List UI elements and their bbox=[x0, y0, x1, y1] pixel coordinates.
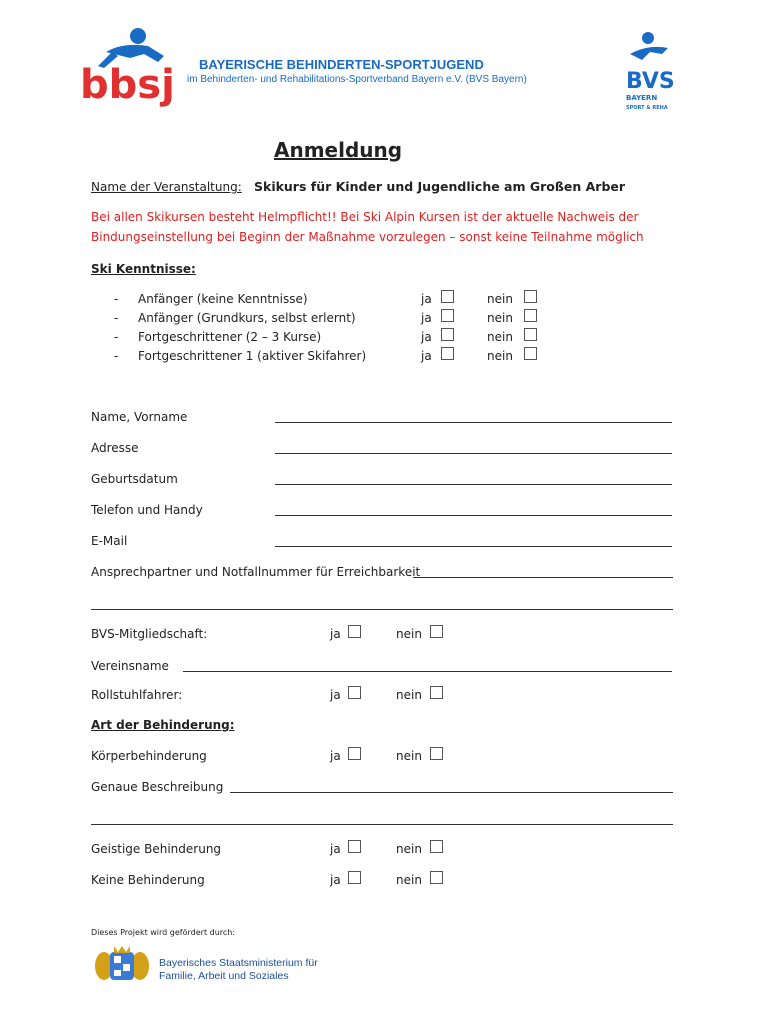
mental-no-checkbox[interactable] bbox=[430, 840, 443, 853]
phone-label: Telefon und Handy bbox=[91, 503, 203, 517]
yes-label: ja bbox=[421, 330, 432, 344]
membership-yes-checkbox[interactable] bbox=[348, 625, 361, 638]
yes-label: ja bbox=[421, 349, 432, 363]
disability-heading: Art der Behinderung: bbox=[91, 718, 235, 732]
skill-dash: - bbox=[114, 349, 119, 363]
club-label: Vereinsname bbox=[91, 659, 169, 673]
funding-note: Dieses Projekt wird gefördert durch: bbox=[91, 928, 236, 937]
no-label: nein bbox=[396, 749, 422, 763]
skills-heading: Ski Kenntnisse: bbox=[91, 262, 196, 276]
contact-label: Ansprechpartner und Notfallnummer für Erreichbarkeit bbox=[91, 565, 421, 579]
bbsj-logo-text: bbsj bbox=[80, 62, 173, 107]
bbsj-logo bbox=[78, 22, 173, 107]
phone-field[interactable] bbox=[275, 503, 672, 516]
no-label: nein bbox=[396, 627, 422, 641]
yes-label: ja bbox=[330, 627, 341, 641]
no-label: nein bbox=[487, 349, 513, 363]
none-yes-checkbox[interactable] bbox=[348, 871, 361, 884]
skill-no-checkbox[interactable] bbox=[524, 328, 537, 341]
skill-no-checkbox[interactable] bbox=[524, 309, 537, 322]
skill-yes-checkbox[interactable] bbox=[441, 347, 454, 360]
skill-no-checkbox[interactable] bbox=[524, 347, 537, 360]
skill-row bbox=[0, 349, 770, 367]
no-label: nein bbox=[396, 873, 422, 887]
wheelchair-label: Rollstuhlfahrer: bbox=[91, 688, 183, 702]
skill-no-checkbox[interactable] bbox=[524, 290, 537, 303]
ministry-name-line-1: Bayerisches Staatsministerium für bbox=[159, 957, 318, 969]
mental-yes-checkbox[interactable] bbox=[348, 840, 361, 853]
no-label: nein bbox=[396, 688, 422, 702]
event-name: Skikurs für Kinder und Jugendliche am Großen Arber bbox=[254, 179, 626, 194]
yes-label: ja bbox=[330, 873, 341, 887]
skill-row bbox=[0, 330, 770, 348]
address-label: Adresse bbox=[91, 441, 139, 455]
no-label: nein bbox=[396, 842, 422, 856]
contact-field-continued[interactable] bbox=[91, 597, 673, 610]
name-label: Name, Vorname bbox=[91, 410, 188, 424]
description-field[interactable] bbox=[230, 780, 673, 793]
membership-label: BVS-Mitgliedschaft: bbox=[91, 627, 208, 641]
yes-label: ja bbox=[330, 842, 341, 856]
bavarian-coat-of-arms-icon bbox=[92, 944, 152, 984]
skill-label: Anfänger (keine Kenntnisse) bbox=[138, 292, 308, 306]
header-subtitle: im Behinderten- und Rehabilitations-Sportverband Bayern e.V. (BVS Bayern) bbox=[187, 74, 527, 85]
mental-label: Geistige Behinderung bbox=[91, 842, 222, 856]
none-no-checkbox[interactable] bbox=[430, 871, 443, 884]
yes-label: ja bbox=[330, 749, 341, 763]
membership-no-checkbox[interactable] bbox=[430, 625, 443, 638]
contact-field[interactable] bbox=[413, 565, 673, 578]
yes-label: ja bbox=[421, 311, 432, 325]
physical-label: Körperbehinderung bbox=[91, 749, 207, 763]
none-label: Keine Behinderung bbox=[91, 873, 205, 887]
no-label: nein bbox=[487, 330, 513, 344]
ministry-name-line-2: Familie, Arbeit und Soziales bbox=[159, 970, 289, 982]
club-field[interactable] bbox=[183, 659, 672, 672]
skill-dash: - bbox=[114, 330, 119, 344]
skill-row bbox=[0, 311, 770, 329]
description-field-continued[interactable] bbox=[91, 812, 673, 825]
description-label: Genaue Beschreibung bbox=[91, 780, 224, 794]
header-title: BAYERISCHE BEHINDERTEN-SPORTJUGEND bbox=[199, 57, 484, 72]
warning-line-1: Bei allen Skikursen besteht Helmpflicht!! Bei Ski Alpin Kursen ist der aktuelle Nachweis der bbox=[91, 210, 639, 224]
skill-yes-checkbox[interactable] bbox=[441, 290, 454, 303]
skill-row bbox=[0, 292, 770, 310]
birthdate-field[interactable] bbox=[275, 472, 672, 485]
no-label: nein bbox=[487, 292, 513, 306]
address-field[interactable] bbox=[275, 441, 672, 454]
wheelchair-no-checkbox[interactable] bbox=[430, 686, 443, 699]
skill-dash: - bbox=[114, 292, 119, 306]
no-label: nein bbox=[487, 311, 513, 325]
event-label: Name der Veranstaltung: bbox=[91, 180, 242, 194]
page-title: Anmeldung bbox=[274, 138, 403, 162]
warning-line-2: Bindungseinstellung bei Beginn der Maßnahme vorzulegen – sonst keine Teilnahme möglich bbox=[91, 230, 644, 244]
bvs-logo bbox=[622, 30, 674, 120]
birthdate-label: Geburtsdatum bbox=[91, 472, 178, 486]
physical-yes-checkbox[interactable] bbox=[348, 747, 361, 760]
bvs-logo-line1: BAYERN bbox=[626, 94, 658, 102]
email-field[interactable] bbox=[275, 534, 672, 547]
skill-yes-checkbox[interactable] bbox=[441, 309, 454, 322]
yes-label: ja bbox=[330, 688, 341, 702]
bvs-logo-text: BVS bbox=[626, 69, 674, 94]
wheelchair-yes-checkbox[interactable] bbox=[348, 686, 361, 699]
skill-yes-checkbox[interactable] bbox=[441, 328, 454, 341]
skill-label: Fortgeschrittener (2 – 3 Kurse) bbox=[138, 330, 322, 344]
physical-no-checkbox[interactable] bbox=[430, 747, 443, 760]
yes-label: ja bbox=[421, 292, 432, 306]
skill-label: Fortgeschrittener 1 (aktiver Skifahrer) bbox=[138, 349, 367, 363]
email-label: E-Mail bbox=[91, 534, 128, 548]
bvs-logo-line2: SPORT & REHA bbox=[626, 105, 668, 111]
skill-dash: - bbox=[114, 311, 119, 325]
name-field[interactable] bbox=[275, 410, 672, 423]
skill-label: Anfänger (Grundkurs, selbst erlernt) bbox=[138, 311, 356, 325]
